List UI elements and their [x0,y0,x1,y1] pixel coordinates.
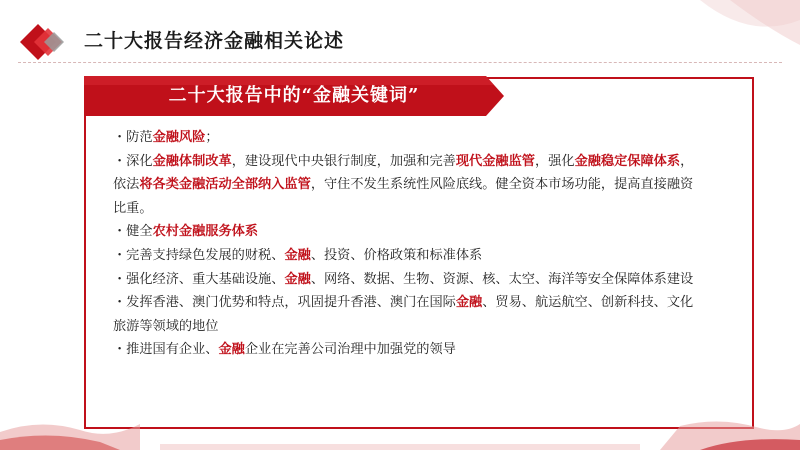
body-text: ，依法 [113,153,694,193]
body-text: ・推进国有企业、 [113,342,219,358]
bullet-item [113,126,703,150]
highlight-text: 金融 [455,295,483,311]
highlight-text: 金融 [284,247,311,263]
highlight-text: 农村金融服务体系 [152,224,259,240]
body-text: ，守住不发生系统性风险底线。健全资本市场功能，提高直接融资比重。 [113,177,694,216]
page-title: 二十大报告经济金融相关论述 [84,30,345,52]
body-text: ・强化经济、重大基础设施、 [113,271,285,287]
red-diamond-logo-icon [18,22,70,62]
highlight-text: 金融风险 [152,130,206,145]
body-text: ・完善支持绿色发展的财税、 [113,247,285,263]
highlight-text: 金融 [218,342,245,358]
bullet-item [113,244,703,268]
body-text: 、贸易、航运航空、创新科技、文化旅游等领域的地位 [113,295,694,334]
body-text: 、投资、价格政策和标准体系 [310,247,483,263]
bullet-item [113,220,703,244]
bullet-item [113,150,703,221]
body-text: ・深化 [113,153,153,169]
highlight-text: 金融 [284,271,311,287]
title-divider [18,62,782,63]
highlight-text: 金融体制改革 [152,153,232,169]
body-text: 、网络、数据、生物、资源、核、太空、海洋等安全保障体系建设 [310,271,694,287]
banner-title: 二十大报告中的“金融关键词” [168,85,420,106]
highlight-text: 现代金融监管 [455,153,535,169]
body-text: ； [205,130,219,145]
body-text: ・发挥香港、澳门优势和特点，巩固提升香港、澳门在国际 [113,295,456,311]
body-text: 企业在完善公司治理中加强党的领导 [244,342,456,358]
body-text: ，建设现代中央银行制度，加强和完善 [231,153,456,169]
highlight-text: 金融稳定保障体系 [574,153,681,169]
bullet-item [113,291,703,338]
bullet-list [113,126,703,362]
body-text: ・健全 [113,224,153,240]
body-text: ，强化 [535,153,575,169]
body-text: ・防范 [113,130,153,145]
highlight-text: 将各类金融活动全部纳入监管 [139,177,311,193]
bullet-item [113,268,703,292]
bullet-item [113,338,703,362]
